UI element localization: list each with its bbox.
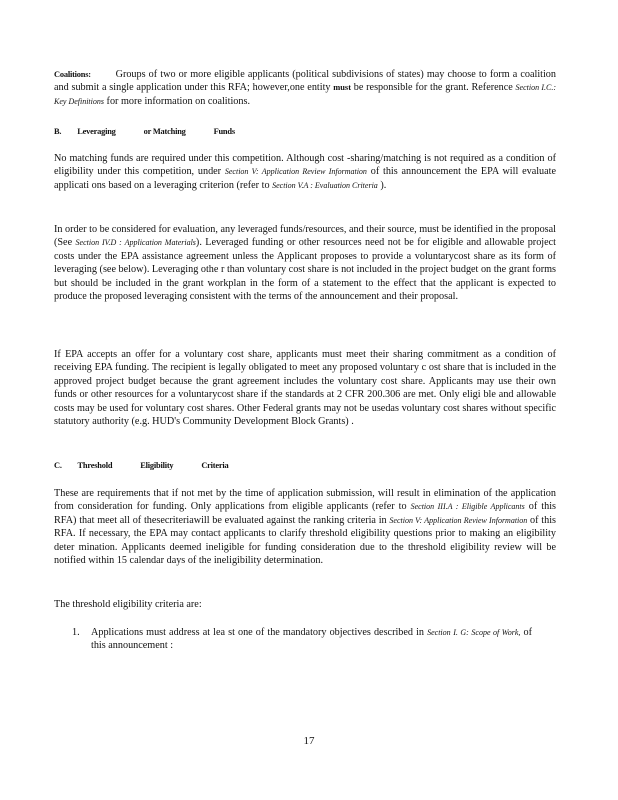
section-c-p2-text: The threshold eligibility criteria are: (54, 599, 202, 610)
list-item-text (91, 626, 532, 653)
section-b-p1-reference-1: Section V: Application Review Information (224, 167, 367, 177)
coalitions-text-3: for more information on coalitions. (106, 95, 250, 107)
coalitions-reference: Section I.C.: Key Definitions (54, 83, 556, 106)
section-b-p1-reference-2: Section V.A : Evaluation Criteria (272, 180, 378, 190)
section-b-paragraph-2 (54, 223, 556, 303)
coalitions-text-1: Groups of two or more eligible applicants (political subdivisions of states) may choose to form a coalition and submit a single application under this RFA; however,one entity (54, 69, 556, 94)
coalitions-must: must (333, 83, 351, 93)
section-c-p1-text-1: These are requirements that if not met by the time of application submission, will result in elimination of the application from consideration for funding. Only applications from eligible applicants (refer to (54, 488, 556, 513)
section-c-p1-text-2: of this RFA) that meet all of thesecriteriawill be evaluated against the ranking criteria in (54, 501, 556, 526)
coalitions-text-2: be responsible for the grant. Reference (353, 82, 513, 94)
section-b-p2-text-2: ). Leveraged funding or other resources need not be for eligible and allowable project costs under the EPA assistance agreement unless the Applicant proposes to provide a voluntarycost share as its form of leveraging (see below). Leveraging othe r than voluntary cost share is not included in the project budget on the grant forms but should be included in the grant workplan in the form of a statement to the effect that the applicant is expected to produce the proposed leveraging consistent with the terms of the announcement and their proposal. (54, 237, 556, 303)
section-b-p1-text-3: ). (380, 179, 387, 191)
page-number: 17 (303, 735, 315, 747)
section-c-letter: C. (54, 461, 62, 470)
section-c-paragraph-2 (54, 598, 556, 611)
section-b-paragraph-3 (54, 348, 556, 428)
section-b-p3-text: If EPA accepts an offer for a voluntary cost share, applicants must meet their sharing commitment as a condition of receiving EPA funding. The recipient is legally obligated to meet any proposed voluntary c ost share that is included in the approved project budget because the grant agreement includes the voluntary cost share. Applicants may use their own funds or other resources for a voluntarycost share if the standards at 2 CFR 200.306 are met. Only eligi ble and allowable costs may be used for voluntary cost shares. Other Federal grants may not be usedas voluntary cost shares without specific statutory authority (e.g. HUD's Community Development Block Grants) . (54, 349, 556, 428)
section-c-p1-reference-2: Section V: Application Review Information (389, 515, 528, 525)
section-b-p2-reference-1: Section IV.D : Application Materials (75, 238, 196, 248)
list-item-number: 1. (72, 627, 80, 638)
section-c-heading-word-3: Criteria (201, 461, 229, 470)
section-c-heading-word-2: Eligibility (140, 461, 174, 470)
section-c-paragraph-1 (54, 487, 556, 567)
section-c-p1-reference-1: Section III.A : Eligible Applicants (410, 502, 525, 512)
list-item-text-2: of this announcement : (91, 627, 532, 652)
list-item-text-1: Applications must address at lea st one of the mandatory objectives described in (91, 627, 425, 638)
coalitions-paragraph (54, 68, 556, 108)
threshold-criteria-list (72, 626, 532, 653)
coalitions-label: Coalitions: (54, 70, 91, 79)
section-b-heading-word-2: or Matching (143, 127, 186, 136)
section-b-p2-text-1: In order to be considered for evaluation, any leveraged funds/resources, and their source, must be identified in the proposal (See (54, 224, 556, 249)
section-c-heading (54, 459, 229, 472)
section-b-p1-text-1: No matching funds are required under this competition. Although cost -sharing/matching is not required as a condition of eligibility under this competition, under (54, 153, 556, 178)
section-b-heading-word-1: Leveraging (77, 127, 116, 136)
list-item-reference: Section I. G: Scope of Work, (427, 628, 521, 637)
section-b-heading-word-3: Funds (213, 127, 235, 136)
section-b-heading (54, 125, 235, 138)
section-c-heading-word-1: Threshold (77, 461, 113, 470)
section-c-p1-text-3: of this RFA. If necessary, the EPA may contact applicants to clarify threshold eligibility questions prior to making an eligibility deter mination. Applicants deemed ineligible for funding consideration due to the threshold eligibility review will be notified within 15 calendar days of the ineligibility determination. (54, 514, 556, 567)
section-b-p1-text-2: of this announcement the EPA will evaluate applicati ons based on a leveraging criterion (refer to (54, 166, 557, 191)
list-item (72, 626, 532, 653)
section-b-paragraph-1 (54, 152, 556, 192)
section-b-letter: B. (54, 127, 62, 136)
